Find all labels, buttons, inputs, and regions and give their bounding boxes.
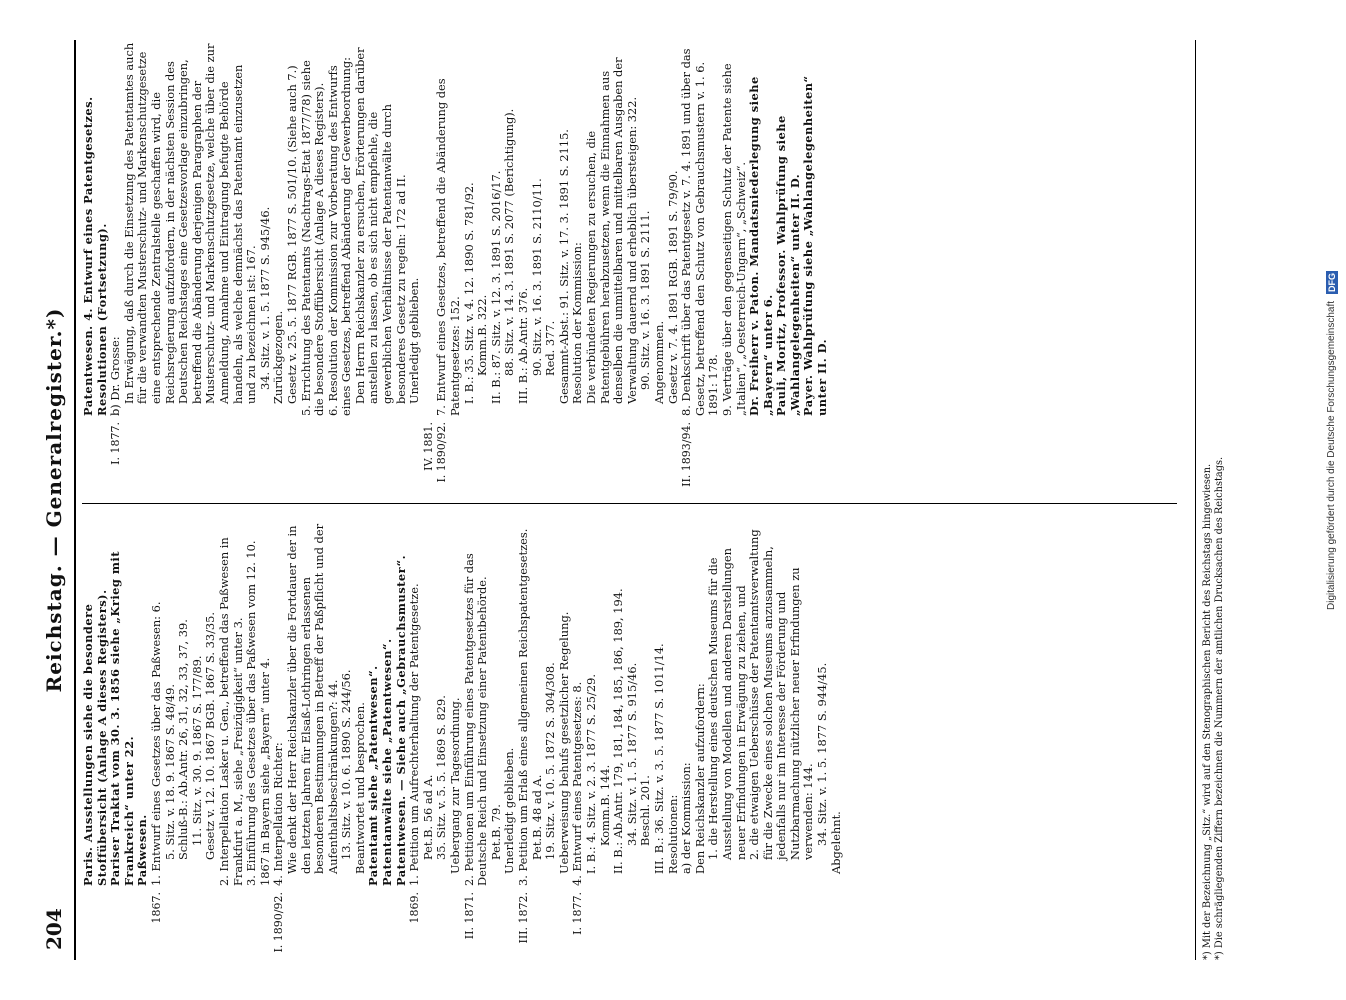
register-entry [422,40,436,490]
register-entry [245,520,272,960]
entry-text: 5. Sitz. v. 18. 9. 1867 S. 48/49. [162,684,177,860]
entry-text: Schluß-B.: Ab.Antr. 26, 31, 32, 33, 37, 39. [176,619,191,860]
column-divider [82,503,1177,504]
margin-session-label [272,416,286,490]
entry-text: Payer. Wahlprüfung siehe „Wahlangelegenheiten“ unter II. D. [801,70,830,416]
entry-text: Patentwesen. — Siehe auch „Gebrauchsmuster“. [393,554,408,886]
margin-session-label [164,886,178,960]
register-entry [775,40,802,490]
entry-text: II. B.: Ab.Antr. 179, 181, 184, 185, 186, 189, 194. [611,588,626,874]
entry-text: Beschl. 201. [638,775,653,846]
register-entry [435,520,449,960]
register-entry [694,520,708,960]
entry-text: Resolutionen: [665,794,680,874]
entry-text: Patentamt siehe „Patentwesen“. [366,665,381,886]
entry-text: Pet.B. 56 ad A. [420,774,435,860]
entry-text: Angenommen. [651,320,666,404]
register-entry [286,40,300,490]
margin-session-label [544,416,558,490]
margin-session-label [218,886,245,960]
entry-text: Den Reichskanzler aufzufordern: [692,683,707,874]
margin-session-label [667,886,681,960]
entry-text: Beantwortet und besprochen. [352,702,367,874]
entry-text: II. B.: 87. Sitz. v. 12. 3. 1891 S. 2016/17. [488,170,503,404]
footnote-right: *) Die schrägliegenden Ziffern bezeichnen die Nummern der amtlichen Drucksachen des Reichstags. [1214,456,1225,960]
margin-session-label [694,886,708,960]
register-entry [272,520,286,960]
margin-session-label [463,416,477,490]
register-entry [109,520,136,960]
entry-text: Abgelehnt. [828,811,843,874]
entry-text: 11. Sitz. v. 30. 9. 1867 S. 177/89. [189,655,204,846]
page-number: 204 [42,908,66,950]
margin-session-label [340,886,354,960]
margin-session-label [707,886,748,960]
entry-text: Uebergang zur Tagesordnung. [448,697,463,874]
register-entry [435,40,462,490]
margin-session-label [585,416,639,490]
margin-session-label: III. 1872. [517,892,530,944]
margin-session-label [612,886,626,960]
register-entry [395,520,409,960]
entry-text: I. B.: 4. Sitz. v. 2. 3. 1877 S. 25/29. [583,674,598,874]
margin-session-label [327,416,354,490]
register-entry [259,40,273,490]
register-entry [408,40,422,490]
entry-text: 3. Einführung des Gesetzes über das Paßwesen vom 12. 10. 1867 in Bayern siehe „Bayern“ unter 4. [244,536,272,886]
entry-text: b) Dr. Grosse: [108,336,123,416]
margin-session-label [830,886,844,960]
margin-session-label [571,416,585,490]
margin-session-label [82,416,109,490]
register-entry [667,520,681,960]
register-entry [408,520,422,960]
register-entry [327,40,354,490]
register-entry [381,520,395,960]
entry-text: Die verbündeten Regierungen zu ersuchen, die Patentgebühren herabzusetzen, wenn die Einnahmen aus denselben die unmittelbaren und mittelbaren Ausgaben der Verwaltung dauernd und erheblich übersteigen: 322. [583,53,639,404]
entry-text: In Erwägung, daß durch die Einsetzung des Patentamtes auch für die verwandten Musterschutz- und Markenschutzgesetze eine entsprechende Zentralstelle geschaffen wird, die Reichsregierung aufzufordern, in der nächsten Session des Deutschen Reichstages eine Gesetzesvorlage einzubringen, betreffend die Abänderung derjenigen Paragraphen der Musterschutz- und Markenschutzgesetze, welche über die zur Anmeldung, Annahme und Eintragung befugte Behörde handeln, als welche demnächst das Patentamt einzusetzen und zu bezeichnen ist: 167. [121,39,259,404]
register-entry [599,520,613,960]
margin-session-label [748,416,775,490]
register-entry [123,40,259,490]
register-entry [340,520,354,960]
margin-session-label [300,416,327,490]
margin-session-label [367,886,381,960]
register-entry [463,40,477,490]
entry-text: 88. Sitz. v. 14. 3. 1891 S. 2077 (Berichtigung). [502,108,517,376]
register-entry [748,520,816,960]
margin-session-label: 1869. [408,892,422,924]
entry-text: Resolution der Kommission: [570,242,585,404]
entry-text: Unerledigt geblieben. [407,277,422,404]
register-entry [626,520,640,960]
entry-text: Paßwesen. [135,814,150,886]
margin-session-label [109,886,136,960]
entry-text: III. B.: Ab.Antr. 376. [516,287,530,404]
margin-session-label [802,416,829,490]
entry-text: 3. Petition um Erlaß eines allgemeinen Reichspatentgesetzes. [516,528,530,886]
margin-session-label [531,886,545,960]
entry-text: Patentanwälte siehe „Patentwesen“. [380,638,395,886]
entry-text: 9. Verträge über den gegenseitigen Schutz der Patente siehe „Italien“, „Oesterreich-Ungarn“, „Schweiz“. [719,59,748,416]
register-entry [707,520,748,960]
entry-text: Wie denkt der Herr Reichskanzler über die Fortdauer der in den letzten Jahren für Elsaß-Lothringen erlassenen besonderen Bestimmungen in Betreff der Paßpflicht und der Aufenthaltsbeschränkungen?: 44. [284,520,340,874]
register-entry [204,520,218,960]
footnotes [1195,40,1226,960]
entry-text: Komm.B. 322. [475,294,490,376]
register-entry [476,40,490,490]
margin-session-label [558,416,572,490]
margin-session-label [259,416,273,490]
register-entry [490,520,504,960]
margin-session-label [721,416,748,490]
entry-text: a) der Kommission: [679,762,694,874]
entry-text: 7. Entwurf eines Gesetzes, betreffend die Abänderung des Patentgesetzes: 152. [434,74,463,416]
register-entry [721,40,748,490]
margin-session-label [408,416,422,490]
entry-text: 90. Sitz. v. 16. 3. 1891 S. 2111. [638,210,653,390]
margin-session-label [381,886,395,960]
entry-text: Gesetz v. 25. 5. 1877 RGB. 1877 S. 501/10. (Siehe auch 7.) [284,65,299,404]
margin-session-label [599,886,613,960]
register-entry [490,40,504,490]
dfg-logo: DFG [1327,273,1337,293]
margin-session-label [748,886,816,960]
register-entry [354,40,408,490]
register-entry [300,40,327,490]
register-entry [653,40,667,490]
margin-session-label [286,886,340,960]
register-entry [558,520,572,960]
page-title: Reichstag. — Generalregister.*) [42,307,66,693]
entry-text: Den Herrn Reichskanzler zu ersuchen, Erörterungen darüber anstellen zu lassen, ob es sich nicht empfiehle, die gewerblichen Verhältnisse der Patentanwälte durch besonderes Gesetz zu regeln: 172 ad II. [352,43,408,404]
register-entry [558,40,572,490]
register-entry [150,520,164,960]
entry-text: 35. Sitz. v. 5. 5. 1869 S. 829. [434,695,449,860]
entry-text: III. B.: 36. Sitz. v. 3. 5. 1877 S. 1011/14. [651,643,666,874]
register-entry [667,40,681,490]
entry-text: Red. 377. [543,320,558,376]
margin-session-label [245,886,272,960]
margin-session-label [503,886,517,960]
margin-session-label [531,416,545,490]
margin-session-label [123,416,259,490]
footnote-left: *) Mit der Bezeichnung „Sitz.“ wird auf den Stenographischen Bericht des Reichstags hingewiesen. [1202,463,1213,960]
register-entry [639,520,653,960]
register-entry [503,520,517,960]
margin-session-label: I. 1877. [571,892,585,935]
entry-text: Gesetz v. 12. 10. 1867 BGB. 1867 S. 33/35. [203,611,218,860]
entry-text: Pariser Traktat vom 30. 3. 1856 siehe „Krieg mit Frankreich“ unter 22. [108,546,136,886]
entry-text: 1. Entwurf eines Gesetzes über das Paßwesen: 6. [148,601,163,886]
entry-text: Zurückgezogen. [271,310,286,404]
margin-session-label [191,886,205,960]
entry-text: 2. Interpellation Lasker u. Gen., betreffend das Paßwesen in Frankfurt a. M., siehe „Freizügigkeit“ unter 3. [216,533,245,886]
register-entry [585,40,639,490]
left-column [82,520,843,960]
register-entry [136,520,150,960]
register-entry [748,40,775,490]
margin-session-label [422,886,436,960]
entry-text: 34. Sitz. v. 1. 5. 1877 S. 915/46. [624,662,639,846]
margin-session-label [626,886,640,960]
margin-session-label [82,886,109,960]
register-entry [802,40,829,490]
margin-session-label [435,886,449,960]
margin-session-label [639,416,653,490]
register-entry [544,520,558,960]
register-entry [82,40,109,490]
entry-text: 34. Sitz. v. 1. 5. 1877 S. 944/45. [815,662,830,846]
entry-text: Gesetz v. 7. 4. 1891 RGB. 1891 S. 79/90. [665,170,680,404]
entry-text: 5. Errichtung des Patentamts (Nachtrags-Etat 1877/78) siehe die besondere Stoffübersicht (Anlage A dieses Registers). [298,56,327,416]
entry-text: Paris. Ausstellungen siehe die besondere Stoffübersicht (Anlage A dieses Registers). [81,589,109,886]
margin-session-label [544,886,558,960]
register-entry [517,40,531,490]
register-entry [531,40,545,490]
margin-session-label [395,886,409,960]
entry-text: 19. Sitz. v. 10. 5. 1872 S. 304/308. [543,662,558,860]
register-entry [612,520,626,960]
margin-session-label: II. 1871. [462,892,476,940]
entry-text: 34. Sitz. v. 1. 5. 1877 S. 945/46. [257,206,272,390]
register-entry [544,40,558,490]
register-entry [571,520,585,960]
register-entry [680,520,694,960]
page-header [40,40,76,960]
entry-text: 1. die Herstellung eines deutschen Museums für die Ausstellung von Modellen und anderen Darstellungen neuer Erfindungen in Erwägung zu ziehen, und [706,544,748,860]
margin-session-label [286,416,300,490]
register-entry [367,520,381,960]
entry-text: Gesammt-Abst.: 91. Sitz. v. 17. 3. 1891 S. 2115. [556,129,571,404]
entry-text: Patentwesen. 4. Entwurf eines Patentgesetzes. Resolutionen (Fortsetzung). [81,91,109,416]
register-entry [82,520,109,960]
margin-session-label [639,886,653,960]
register-entry [449,520,463,960]
entry-text: 2. die etwaigen Ueberschüsse der Patentamtsverwaltung für die Zwecke eines solchen Museums anzusammeln, jedenfalls nur im Interesse der Förderung und Nutzbarmachung nützlicher neuer Erfindungen zu verwenden: 144. [747,525,816,860]
right-column [82,40,830,490]
entry-text: 1. Petition um Aufrechterhaltung der Patentgesetze. [407,583,422,886]
entry-text: Unerledigt geblieben. [502,747,517,874]
entry-text: Pet.B. 48 ad A. [529,774,544,860]
register-entry [354,520,368,960]
register-entry [177,520,191,960]
margin-session-label: 1867. [149,892,163,924]
margin-session-label [653,886,667,960]
register-entry [164,520,178,960]
register-entry [571,40,585,490]
register-entry [422,520,436,960]
register-entry [585,520,599,960]
margin-session-label [503,416,517,490]
entry-text: Komm.B. 144. [597,764,612,846]
margin-session-label [667,416,681,490]
entry-text: Pauli, Moritz, Professor. Wahlprüfung siehe „Wahlangelegenheiten“ unter II. D. [774,110,802,416]
entry-text: 13. Sitz. v. 10. 6. 1890 S. 244/56. [339,669,354,860]
entry-text: Dr. Freiherr v. Paton. Mandatsniederlegung siehe „Bayern“ unter 6. [747,71,775,416]
entry-text: 90. Sitz. v. 16. 3. 1891 S. 2110/11. [529,178,544,376]
margin-session-label: I. 1890/92. [272,892,286,953]
margin-session-label [449,886,463,960]
margin-session-label [816,886,830,960]
dfg-sidebar [1326,30,1344,610]
margin-session-label [476,416,490,490]
dfg-credit-text: Digitalisierung gefördert durch die Deutsche Forschungsgemeinschaft [1326,300,1337,610]
register-entry [639,40,653,490]
margin-session-label [204,886,218,960]
register-entry [503,40,517,490]
register-entry [653,520,667,960]
margin-session-label: II. 1893/94. [680,422,694,487]
margin-session-label [177,886,191,960]
margin-session-label [585,886,599,960]
margin-session-label: I. 1877. [109,422,123,465]
margin-session-label: IV. 1881. [421,422,435,471]
entry-text [422,40,436,416]
margin-session-label [517,416,531,490]
register-entry [830,520,844,960]
register-entry [680,40,721,490]
entry-text: Pet.B. 79. [488,804,503,860]
register-entry [286,520,340,960]
margin-session-label: I. 1890/92. [435,422,449,483]
register-entry [531,520,545,960]
entry-text: I. B.: 35. Sitz. v. 4. 12. 1890 S. 781/92. [461,182,476,404]
register-entry [109,40,123,490]
entry-text: 2. Petitionen um Einführung eines Patentgesetzes für das Deutsche Reich und Einsetzung einer Patentbehörde. [461,549,490,886]
margin-session-label [490,416,504,490]
entry-text: Ueberweisung behufs gesetzlicher Regelung. [556,611,571,874]
margin-session-label [490,886,504,960]
register-entry [816,520,830,960]
register-entry [191,520,205,960]
margin-session-label [653,416,667,490]
entry-text: 6. Resolution der Kommission zur Vorberatung des Entwurfs eines Gesetzes, betreffend Abänderung der Gewerbeordnung: [325,57,354,416]
margin-session-label [354,886,368,960]
margin-session-label [558,886,572,960]
register-entry [463,520,490,960]
margin-session-label [775,416,802,490]
entry-text: 4. Interpellation Richter: [271,742,286,886]
margin-session-label [136,886,150,960]
register-entry [272,40,286,490]
entry-text: 8. Denkschrift über das Patentgesetz v. 7. 4. 1891 und über das Gesetz, betreffend den Schutz von Gebrauchsmustern v. 1. 6. 1891: 178. [679,44,721,416]
entry-text: 4. Entwurf eines Patentgesetzes: 8. [570,681,585,886]
register-entry [218,520,245,960]
register-entry [517,520,531,960]
margin-session-label [680,886,694,960]
margin-session-label [354,416,408,490]
